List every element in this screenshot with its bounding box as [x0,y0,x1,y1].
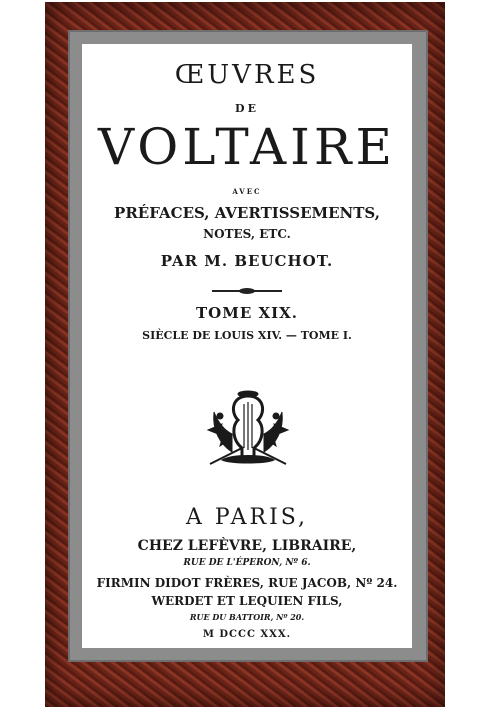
avec-label: AVEC [232,187,262,196]
city-line: A PARIS, [185,505,309,530]
works-title: ŒUVRES [174,60,320,90]
title-page [82,44,412,648]
decorative-rule [212,290,282,292]
address-line-1: RUE DE L'ÉPERON, Nº 6. [183,558,311,568]
volume-number: TOME XIX. [195,304,298,322]
volume-subtitle: SIÈCLE DE LOUIS XIV. — TOME I. [142,329,352,342]
publisher-line-3: WERDET ET LEQUIEN FILS, [151,594,343,608]
editor-line: PAR M. BEUCHOT. [160,252,334,270]
contents-line-2: NOTES, ETC. [203,227,291,241]
de-label: DE [235,102,259,115]
publisher-line-2: FIRMIN DIDOT FRÈRES, RUE JACOB, Nº 24. [96,576,398,590]
address-line-2: RUE DU BATTOIR, Nº 20. [189,612,305,622]
publisher-line-1: CHEZ LEFÈVRE, LIBRAIRE, [137,538,357,554]
lyre-trophy-ornament-icon [202,390,294,468]
contents-line-1: PRÉFACES, AVERTISSEMENTS, [114,204,380,222]
publication-date: M DCCC XXX. [202,629,292,640]
author-name: VOLTAIRE [98,118,396,176]
